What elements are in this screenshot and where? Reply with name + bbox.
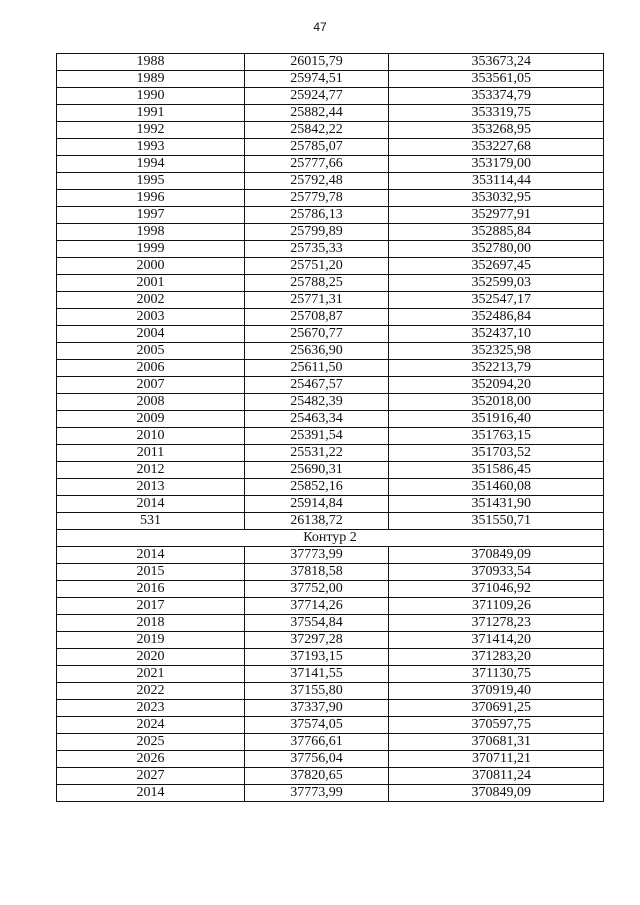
table-row <box>57 632 604 649</box>
x-coordinate-cell: 37554,84 <box>245 615 389 632</box>
x-coordinate-cell: 37773,99 <box>245 547 389 564</box>
y-coordinate-cell: 370711,21 <box>389 751 604 768</box>
x-coordinate-cell: 25777,66 <box>245 156 389 173</box>
table-row <box>57 360 604 377</box>
table-row <box>57 428 604 445</box>
point-cell: 2002 <box>57 292 245 309</box>
table-row <box>57 139 604 156</box>
table-row <box>57 479 604 496</box>
point-cell: 1991 <box>57 105 245 122</box>
point-cell: 531 <box>57 513 245 530</box>
point-cell: 2014 <box>57 547 245 564</box>
x-coordinate-cell: 25467,57 <box>245 377 389 394</box>
y-coordinate-cell: 352213,79 <box>389 360 604 377</box>
y-coordinate-cell: 370849,09 <box>389 547 604 564</box>
point-cell: 2023 <box>57 700 245 717</box>
x-coordinate-cell: 25974,51 <box>245 71 389 88</box>
point-cell: 2018 <box>57 615 245 632</box>
point-cell: 2001 <box>57 275 245 292</box>
point-cell: 2003 <box>57 309 245 326</box>
table-row <box>57 54 604 71</box>
x-coordinate-cell: 25786,13 <box>245 207 389 224</box>
table-row <box>57 751 604 768</box>
y-coordinate-cell: 370811,24 <box>389 768 604 785</box>
point-cell: 2008 <box>57 394 245 411</box>
table-row <box>57 547 604 564</box>
x-coordinate-cell: 25785,07 <box>245 139 389 156</box>
table-row <box>57 122 604 139</box>
section-title: Контур 2 <box>57 530 604 547</box>
table-row <box>57 292 604 309</box>
y-coordinate-cell: 352094,20 <box>389 377 604 394</box>
x-coordinate-cell: 37752,00 <box>245 581 389 598</box>
x-coordinate-cell: 37337,90 <box>245 700 389 717</box>
y-coordinate-cell: 352599,03 <box>389 275 604 292</box>
point-cell: 2012 <box>57 462 245 479</box>
y-coordinate-cell: 351431,90 <box>389 496 604 513</box>
table-row <box>57 785 604 802</box>
x-coordinate-cell: 25771,31 <box>245 292 389 309</box>
x-coordinate-cell: 25690,31 <box>245 462 389 479</box>
table-row <box>57 207 604 224</box>
table-row <box>57 496 604 513</box>
table-row <box>57 734 604 751</box>
y-coordinate-cell: 353032,95 <box>389 190 604 207</box>
y-coordinate-cell: 352885,84 <box>389 224 604 241</box>
table-row <box>57 190 604 207</box>
point-cell: 1995 <box>57 173 245 190</box>
point-cell: 2016 <box>57 581 245 598</box>
y-coordinate-cell: 371283,20 <box>389 649 604 666</box>
x-coordinate-cell: 25788,25 <box>245 275 389 292</box>
y-coordinate-cell: 370849,09 <box>389 785 604 802</box>
y-coordinate-cell: 352697,45 <box>389 258 604 275</box>
x-coordinate-cell: 25531,22 <box>245 445 389 462</box>
point-cell: 2027 <box>57 768 245 785</box>
table-row <box>57 88 604 105</box>
table-row <box>57 343 604 360</box>
point-cell: 1999 <box>57 241 245 258</box>
y-coordinate-cell: 353561,05 <box>389 71 604 88</box>
x-coordinate-cell: 25391,54 <box>245 428 389 445</box>
x-coordinate-cell: 25882,44 <box>245 105 389 122</box>
x-coordinate-cell: 25463,34 <box>245 411 389 428</box>
x-coordinate-cell: 37155,80 <box>245 683 389 700</box>
y-coordinate-cell: 353673,24 <box>389 54 604 71</box>
y-coordinate-cell: 370691,25 <box>389 700 604 717</box>
table-row <box>57 513 604 530</box>
point-cell: 2009 <box>57 411 245 428</box>
point-cell: 2021 <box>57 666 245 683</box>
point-cell: 1989 <box>57 71 245 88</box>
y-coordinate-cell: 352977,91 <box>389 207 604 224</box>
table-row <box>57 394 604 411</box>
table-row <box>57 258 604 275</box>
page-number: 47 <box>313 20 327 34</box>
y-coordinate-cell: 353179,00 <box>389 156 604 173</box>
table-row <box>57 377 604 394</box>
table-row <box>57 71 604 88</box>
x-coordinate-cell: 37818,58 <box>245 564 389 581</box>
x-coordinate-cell: 37766,61 <box>245 734 389 751</box>
table-row <box>57 105 604 122</box>
table-row <box>57 462 604 479</box>
y-coordinate-cell: 353319,75 <box>389 105 604 122</box>
point-cell: 2014 <box>57 785 245 802</box>
table-row <box>57 598 604 615</box>
x-coordinate-cell: 25636,90 <box>245 343 389 360</box>
point-cell: 2011 <box>57 445 245 462</box>
point-cell: 2006 <box>57 360 245 377</box>
point-cell: 2026 <box>57 751 245 768</box>
point-cell: 2013 <box>57 479 245 496</box>
y-coordinate-cell: 371414,20 <box>389 632 604 649</box>
y-coordinate-cell: 353268,95 <box>389 122 604 139</box>
point-cell: 1988 <box>57 54 245 71</box>
table-row <box>57 224 604 241</box>
y-coordinate-cell: 371046,92 <box>389 581 604 598</box>
y-coordinate-cell: 351763,15 <box>389 428 604 445</box>
table-row <box>57 411 604 428</box>
x-coordinate-cell: 25670,77 <box>245 326 389 343</box>
y-coordinate-cell: 351916,40 <box>389 411 604 428</box>
x-coordinate-cell: 25914,84 <box>245 496 389 513</box>
table-row <box>57 615 604 632</box>
section-row <box>57 530 604 547</box>
x-coordinate-cell: 25924,77 <box>245 88 389 105</box>
point-cell: 2004 <box>57 326 245 343</box>
x-coordinate-cell: 25482,39 <box>245 394 389 411</box>
table-row <box>57 241 604 258</box>
y-coordinate-cell: 353227,68 <box>389 139 604 156</box>
table-row <box>57 445 604 462</box>
y-coordinate-cell: 353374,79 <box>389 88 604 105</box>
table-row <box>57 717 604 734</box>
x-coordinate-cell: 25792,48 <box>245 173 389 190</box>
x-coordinate-cell: 37820,65 <box>245 768 389 785</box>
table-row <box>57 309 604 326</box>
table-row <box>57 326 604 343</box>
x-coordinate-cell: 37714,26 <box>245 598 389 615</box>
point-cell: 1994 <box>57 156 245 173</box>
y-coordinate-cell: 351460,08 <box>389 479 604 496</box>
table-row <box>57 156 604 173</box>
y-coordinate-cell: 352325,98 <box>389 343 604 360</box>
point-cell: 2019 <box>57 632 245 649</box>
y-coordinate-cell: 371278,23 <box>389 615 604 632</box>
point-cell: 2025 <box>57 734 245 751</box>
x-coordinate-cell: 25708,87 <box>245 309 389 326</box>
table-row <box>57 768 604 785</box>
x-coordinate-cell: 37773,99 <box>245 785 389 802</box>
y-coordinate-cell: 370933,54 <box>389 564 604 581</box>
table-row <box>57 275 604 292</box>
x-coordinate-cell: 37193,15 <box>245 649 389 666</box>
point-cell: 2015 <box>57 564 245 581</box>
y-coordinate-cell: 351550,71 <box>389 513 604 530</box>
x-coordinate-cell: 26138,72 <box>245 513 389 530</box>
point-cell: 1993 <box>57 139 245 156</box>
x-coordinate-cell: 37297,28 <box>245 632 389 649</box>
table-row <box>57 564 604 581</box>
y-coordinate-cell: 352486,84 <box>389 309 604 326</box>
point-cell: 1996 <box>57 190 245 207</box>
y-coordinate-cell: 352437,10 <box>389 326 604 343</box>
point-cell: 1992 <box>57 122 245 139</box>
y-coordinate-cell: 351586,45 <box>389 462 604 479</box>
x-coordinate-cell: 25735,33 <box>245 241 389 258</box>
y-coordinate-cell: 353114,44 <box>389 173 604 190</box>
point-cell: 2007 <box>57 377 245 394</box>
y-coordinate-cell: 370919,40 <box>389 683 604 700</box>
table-row <box>57 581 604 598</box>
point-cell: 2005 <box>57 343 245 360</box>
point-cell: 1997 <box>57 207 245 224</box>
y-coordinate-cell: 352018,00 <box>389 394 604 411</box>
coordinates-table <box>56 53 604 802</box>
x-coordinate-cell: 25799,89 <box>245 224 389 241</box>
table-row <box>57 683 604 700</box>
x-coordinate-cell: 37756,04 <box>245 751 389 768</box>
y-coordinate-cell: 370597,75 <box>389 717 604 734</box>
x-coordinate-cell: 25842,22 <box>245 122 389 139</box>
point-cell: 2024 <box>57 717 245 734</box>
x-coordinate-cell: 37141,55 <box>245 666 389 683</box>
x-coordinate-cell: 25751,20 <box>245 258 389 275</box>
point-cell: 1990 <box>57 88 245 105</box>
table-row <box>57 666 604 683</box>
table-row <box>57 700 604 717</box>
x-coordinate-cell: 25779,78 <box>245 190 389 207</box>
x-coordinate-cell: 25611,50 <box>245 360 389 377</box>
y-coordinate-cell: 352780,00 <box>389 241 604 258</box>
point-cell: 2014 <box>57 496 245 513</box>
table-row <box>57 173 604 190</box>
point-cell: 2020 <box>57 649 245 666</box>
y-coordinate-cell: 352547,17 <box>389 292 604 309</box>
coordinates-table-body <box>57 54 604 802</box>
x-coordinate-cell: 26015,79 <box>245 54 389 71</box>
point-cell: 1998 <box>57 224 245 241</box>
y-coordinate-cell: 370681,31 <box>389 734 604 751</box>
y-coordinate-cell: 371130,75 <box>389 666 604 683</box>
table-row <box>57 649 604 666</box>
point-cell: 2017 <box>57 598 245 615</box>
x-coordinate-cell: 25852,16 <box>245 479 389 496</box>
x-coordinate-cell: 37574,05 <box>245 717 389 734</box>
y-coordinate-cell: 351703,52 <box>389 445 604 462</box>
point-cell: 2010 <box>57 428 245 445</box>
y-coordinate-cell: 371109,26 <box>389 598 604 615</box>
point-cell: 2022 <box>57 683 245 700</box>
point-cell: 2000 <box>57 258 245 275</box>
